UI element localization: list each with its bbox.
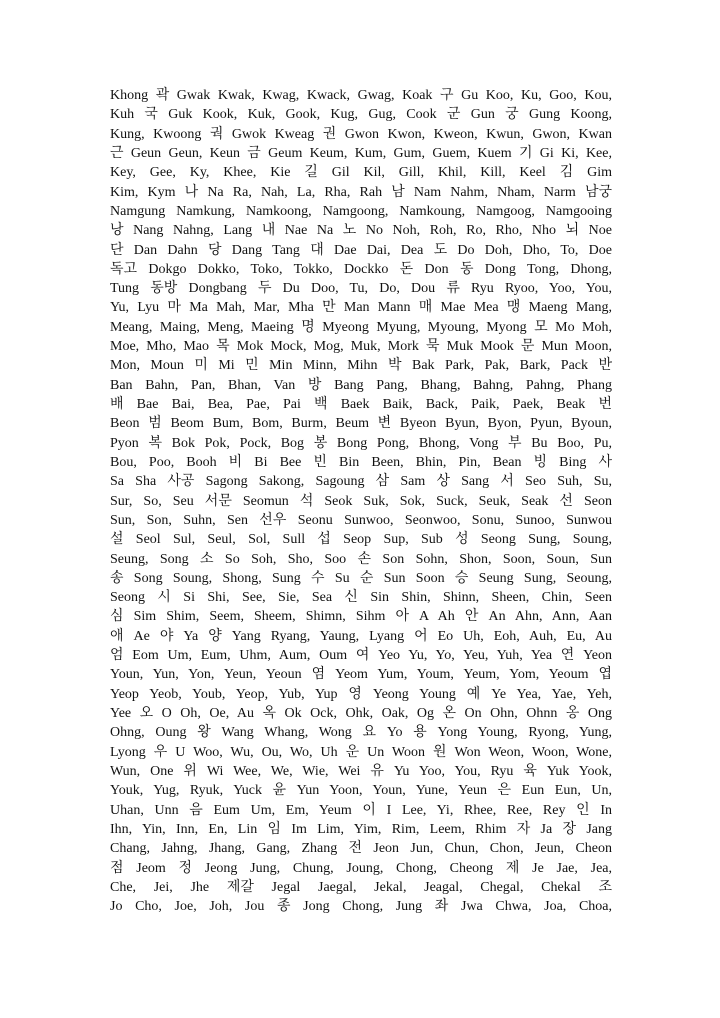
text-line: 애 Ae 야 Ya 양 Yang Ryang, Yaung, Lyang 어 Eo Uh, Eoh, Auh, Eu, Au [110,628,612,644]
text-line: 설 Seol Sul, Seul, Sol, Sull 섭 Seop Sup, Sub 성 Seong Sung, Soung, [110,532,612,548]
text-line: Kim, Kym 나 Na Ra, Nah, La, Rha, Rah 남 Nam Nahm, Nham, Narm 남궁 [110,184,612,200]
text-line: Sur, So, Seu 서문 Seomun 석 Seok Suk, Sok, Suck, Seuk, Seak 선 Seon [110,493,612,509]
text-line: Beon 범 Beom Bum, Bom, Burm, Beum 변 Byeon Byun, Byon, Pyun, Byoun, [110,416,612,432]
text-line: 배 Bae Bai, Bea, Pae, Pai 백 Baek Baik, Back, Paik, Paek, Beak 번 [110,397,612,412]
text-line: 점 Jeom 정 Jeong Jung, Chung, Joung, Chong, Cheong 제 Je Jae, Jea, [110,860,612,876]
text-line: Kuh 국 Guk Kook, Kuk, Gook, Kug, Gug, Cook 군 Gun 궁 Gung Koong, [110,107,612,123]
text-line: Ohng, Oung 왕 Wang Whang, Wong 요 Yo 용 Yong Young, Ryong, Yung, [110,725,612,741]
text-line: Seung, Song 소 So Soh, Sho, Soo 손 Son Sohn, Shon, Soon, Soun, Sun [110,551,612,567]
text-line: 엄 Eom Um, Eum, Uhm, Aum, Oum 여 Yeo Yu, Yo, Yeu, Yuh, Yea 연 Yeon [110,648,612,664]
romanization-text-block [110,86,612,916]
text-line: Meang, Maing, Meng, Maeing 명 Myeong Myung, Myoung, Myong 모 Mo Moh, [110,319,612,335]
text-line: Uhan, Unn 음 Eum Um, Em, Yeum 이 I Lee, Yi, Rhee, Ree, Rey 인 In [110,802,612,818]
text-line: Sa Sha 사공 Sagong Sakong, Sagoung 삼 Sam 상 Sang 서 Seo Suh, Su, [110,474,612,490]
text-line: Youn, Yun, Yon, Yeun, Yeoun 염 Yeom Yum, Youm, Yeum, Yom, Yeoum 엽 [110,667,612,683]
text-line: Seong 시 Si Shi, See, Sie, Sea 신 Sin Shin, Shinn, Sheen, Chin, Seen [110,590,612,606]
text-line: Bou, Poo, Booh 비 Bi Bee 빈 Bin Been, Bhin, Pin, Bean 빙 Bing 사 [110,454,612,470]
text-line: Chang, Jahng, Jhang, Gang, Zhang 전 Jeon Jun, Chun, Chon, Jeun, Cheon [110,841,612,857]
text-line: Lyong 우 U Woo, Wu, Ou, Wo, Uh 운 Un Woon 원 Won Weon, Woon, Wone, [110,744,612,760]
text-line: 심 Sim Shim, Seem, Sheem, Shimn, Sihm 아 A Ah 안 An Ahn, Ann, Aan [110,609,612,625]
text-line: Tung 동방 Dongbang 두 Du Doo, Tu, Do, Dou 류 Ryu Ryoo, Yoo, You, [110,281,612,297]
text-line: 낭 Nang Nahng, Lang 내 Nae Na 노 No Noh, Roh, Ro, Rho, Nho 뇌 Noe [110,223,612,239]
text-line: 독고 Dokgo Dokko, Toko, Tokko, Dockko 돈 Don 동 Dong Tong, Dhong, [110,261,612,277]
text-line: 단 Dan Dahn 당 Dang Tang 대 Dae Dai, Dea 도 Do Doh, Dho, To, Doe [110,242,612,258]
text-line: Namgung Namkung, Namkoong, Namgoong, Namkoung, Namgoog, Namgooing [110,203,612,219]
text-line: Pyon 복 Bok Pok, Pock, Bog 봉 Bong Pong, Bhong, Vong 부 Bu Boo, Pu, [110,435,612,451]
text-line: Kung, Kwoong 궉 Gwok Kweag 권 Gwon Kwon, Kweon, Kwun, Gwon, Kwan [110,126,612,142]
text-line: 근 Geun Geun, Keun 금 Geum Keum, Kum, Gum, Guem, Kuem 기 Gi Ki, Kee, [110,145,612,161]
text-line: Wun, One 위 Wi Wee, We, Wie, Wei 유 Yu Yoo, You, Ryu 육 Yuk Yook, [110,763,612,779]
text-line: Yee 오 O Oh, Oe, Au 옥 Ok Ock, Ohk, Oak, Og 온 On Ohn, Ohnn 옹 Ong [110,706,612,721]
text-line: Youk, Yug, Ryuk, Yuck 윤 Yun Yoon, Youn, Yune, Yeun 은 Eun Eun, Un, [110,783,612,799]
text-line: Khong 곽 Gwak Kwak, Kwag, Kwack, Gwag, Koak 구 Gu Koo, Ku, Goo, Kou, [110,88,612,103]
text-line: Mon, Moun 미 Mi 민 Min Minn, Mihn 박 Bak Park, Pak, Bark, Pack 반 [110,358,612,374]
text-line: Yu, Lyu 마 Ma Mah, Mar, Mha 만 Man Mann 매 Mae Mea 맹 Maeng Mang, [110,300,612,316]
text-line: Che, Jei, Jhe 제갈 Jegal Jaegal, Jekal, Jeagal, Chegal, Chekal 조 [110,879,612,895]
text-line: 송 Song Soung, Shong, Sung 수 Su 순 Sun Soon 승 Seung Sung, Seoung, [110,570,612,586]
text-line: Moe, Mho, Mao 목 Mok Mock, Mog, Muk, Mork 묵 Muk Mook 문 Mun Moon, [110,339,612,355]
text-line: Ban Bahn, Pan, Bhan, Van 방 Bang Pang, Bhang, Bahng, Pahng, Phang [110,377,612,393]
text-line: Ihn, Yin, Inn, En, Lin 임 Im Lim, Yim, Rim, Leem, Rhim 자 Ja 장 Jang [110,821,612,837]
text-line: Jo Cho, Joe, Joh, Jou 종 Jong Chong, Jung 좌 Jwa Chwa, Joa, Choa, [110,899,612,915]
text-line: Sun, Son, Suhn, Sen 선우 Seonu Sunwoo, Seonwoo, Sonu, Sunoo, Sunwou [110,512,612,528]
text-line: Yeop Yeob, Youb, Yeop, Yub, Yup 영 Yeong Young 예 Ye Yea, Yae, Yeh, [110,686,612,702]
text-line: Key, Gee, Ky, Khee, Kie 길 Gil Kil, Gill, Khil, Kill, Keel 김 Gim [110,165,612,181]
